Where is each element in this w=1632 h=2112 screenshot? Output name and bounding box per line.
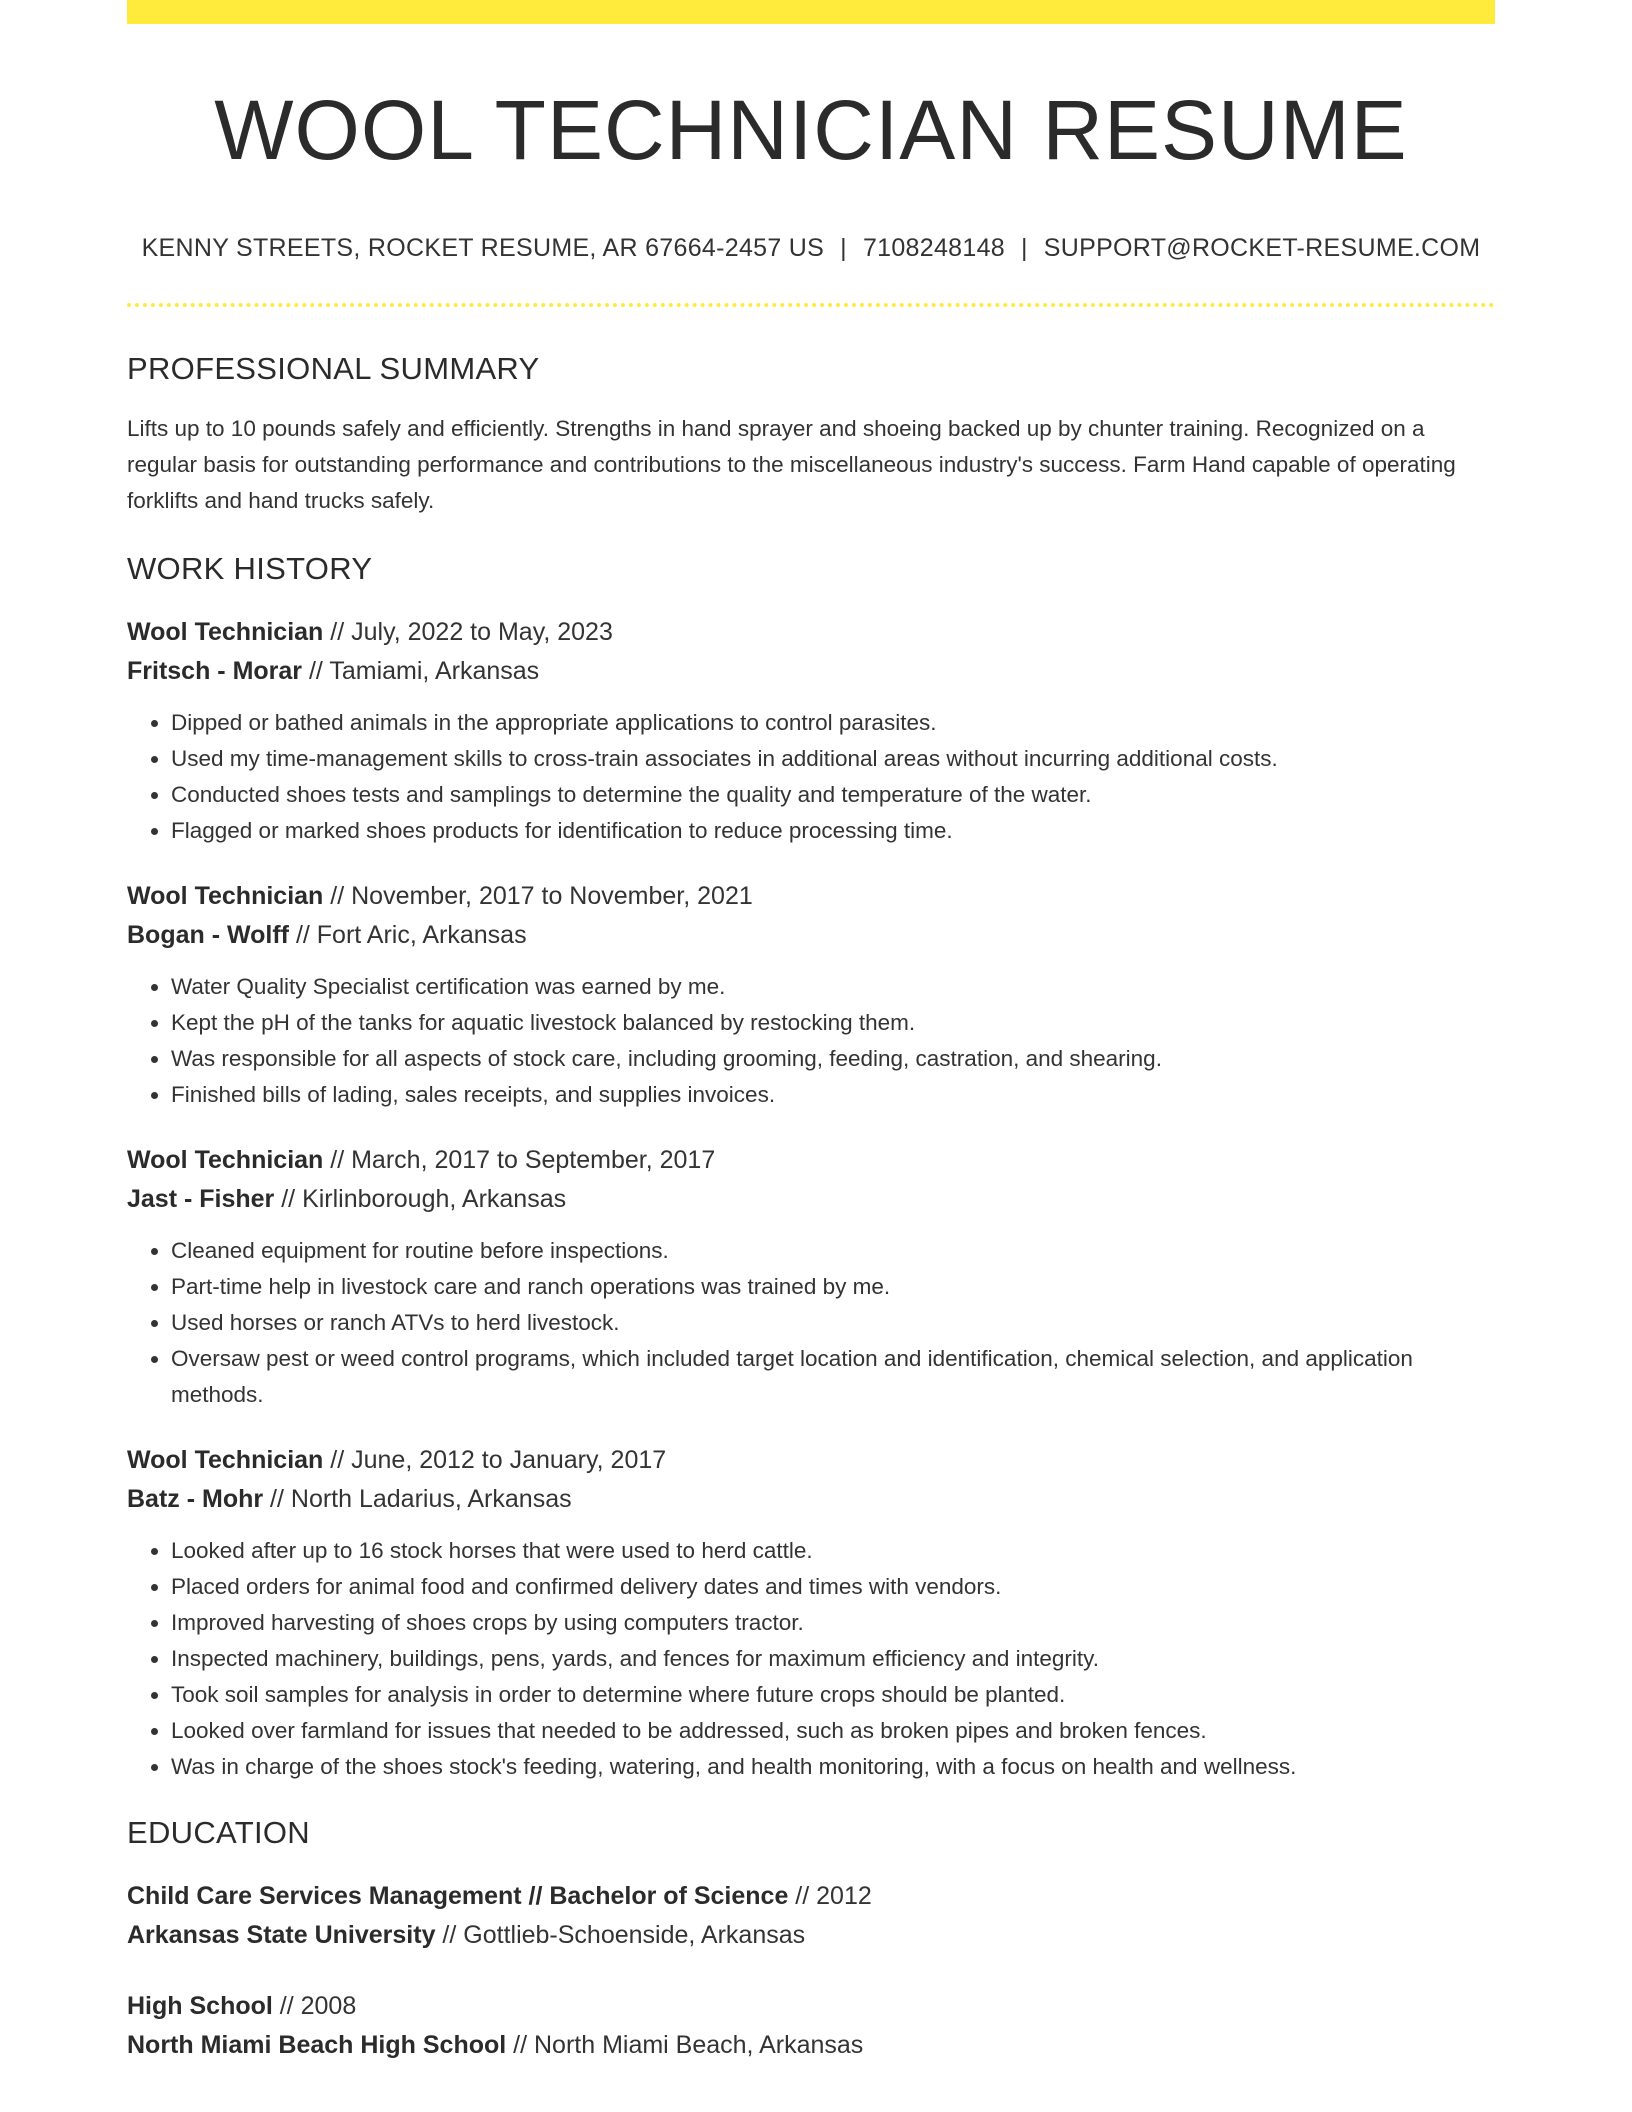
duty-item: • Inspected machinery, buildings, pens, yards, and fences for maximum efficiency and integrity. [171,1641,1495,1677]
degree-line [127,1987,1495,2026]
school-location: // Gottlieb-Schoenside, Arkansas [435,1921,806,1950]
job-duties [127,1533,1495,1785]
job-title-line [127,1141,1495,1180]
duty-item: • Took soil samples for analysis in order to determine where future crops should be planted. [171,1677,1495,1713]
education-heading: EDUCATION [127,1815,310,1851]
contact-email: SUPPORT@ROCKET-RESUME.COM [1043,234,1481,263]
work-history-list [127,613,1495,1785]
contact-line [127,234,1495,263]
job-title: Wool Technician [127,882,324,911]
resume-title: WOOL TECHNICIAN RESUME [214,83,1408,177]
job-location: // North Ladarius, Arkansas [263,1485,572,1514]
job-dates: // March, 2017 to September, 2017 [323,1146,716,1175]
duty-item: • Looked after up to 16 stock horses that were used to herd cattle. [171,1533,1495,1569]
job-dates: // November, 2017 to November, 2021 [323,882,753,911]
duty-item: • Part-time help in livestock care and ranch operations was trained by me. [171,1269,1495,1305]
degree: Child Care Services Management // Bachelor of Science [127,1882,789,1911]
job-title: Wool Technician [127,1446,324,1475]
job-title-line [127,1441,1495,1480]
duty-item: • Improved harvesting of shoes crops by using computers tractor. [171,1605,1495,1641]
school-name: Arkansas State University [127,1921,436,1950]
duty-item: • Used my time-management skills to cross-train associates in additional areas without incurring additional costs. [171,741,1495,777]
job-location: // Kirlinborough, Arkansas [274,1185,567,1214]
summary-text: Lifts up to 10 pounds safely and efficiently. Strengths in hand sprayer and shoeing backed up by chunter training. Recognized on a regular basis for outstanding performance and contributions to the miscellaneous industry's success. Farm Hand capable of operating forklifts and hand trucks safely. [127,416,1456,514]
job-title: Wool Technician [127,1146,324,1175]
duty-item: • Dipped or bathed animals in the appropriate applications to control parasites. [171,705,1495,741]
contact-phone: 7108248148 [862,234,1005,263]
grad-year: // 2008 [272,1992,357,2021]
degree-line [127,1877,1495,1916]
duty-item: • Conducted shoes tests and samplings to determine the quality and temperature of the water. [171,777,1495,813]
job-location: // Tamiami, Arkansas [302,657,540,686]
duty-item: • Used horses or ranch ATVs to herd livestock. [171,1305,1495,1341]
contact-separator: | [1020,234,1028,263]
duty-item: • Water Quality Specialist certification was earned by me. [171,969,1495,1005]
job-company-line [127,652,1495,691]
duty-item: • Looked over farmland for issues that needed to be addressed, such as broken pipes and broken fences. [171,1713,1495,1749]
job-location: // Fort Aric, Arkansas [289,921,527,950]
accent-bar [127,0,1495,24]
duty-item: • Placed orders for animal food and confirmed delivery dates and times with vendors. [171,1569,1495,1605]
job-company: Bogan - Wolff [127,921,289,950]
work-history-heading: WORK HISTORY [127,551,373,587]
degree: High School [127,1992,273,2021]
job-duties [127,1233,1495,1413]
contact-separator: | [840,234,847,263]
job-entry [127,1141,1495,1413]
school-name: North Miami Beach High School [127,2031,507,2060]
dotted-divider [127,303,1495,307]
job-company: Jast - Fisher [127,1185,275,1214]
duty-item: • Cleaned equipment for routine before inspections. [171,1233,1495,1269]
job-company-line [127,916,1495,955]
job-company-line [127,1480,1495,1519]
contact-address: KENNY STREETS, ROCKET RESUME, AR 67664-2457 US [141,234,825,263]
job-dates: // July, 2022 to May, 2023 [323,618,613,647]
job-entry [127,1441,1495,1785]
education-entry [127,1877,1495,1955]
job-duties [127,705,1495,849]
duty-item: • Was in charge of the shoes stock's feeding, watering, and health monitoring, with a focus on health and wellness. [171,1749,1495,1785]
job-entry [127,613,1495,849]
job-duties [127,969,1495,1113]
job-company: Batz - Mohr [127,1485,264,1514]
education-list [127,1877,1495,2065]
duty-item: • Flagged or marked shoes products for identification to reduce processing time. [171,813,1495,849]
summary-heading: PROFESSIONAL SUMMARY [127,351,540,387]
duty-item: • Was responsible for all aspects of stock care, including grooming, feeding, castration, and shearing. [171,1041,1495,1077]
education-entry [127,1987,1495,2065]
duty-item: • Kept the pH of the tanks for aquatic livestock balanced by restocking them. [171,1005,1495,1041]
school-line [127,1916,1495,1955]
job-company-line [127,1180,1495,1219]
school-line [127,2026,1495,2065]
job-dates: // June, 2012 to January, 2017 [323,1446,667,1475]
job-entry [127,877,1495,1113]
duty-item: • Oversaw pest or weed control programs, which included target location and identification, chemical selection, and application methods. [171,1341,1495,1413]
job-company: Fritsch - Morar [127,657,303,686]
job-title-line [127,877,1495,916]
duty-item: • Finished bills of lading, sales receipts, and supplies invoices. [171,1077,1495,1113]
job-title-line [127,613,1495,652]
job-title: Wool Technician [127,618,324,647]
school-location: // North Miami Beach, Arkansas [506,2031,864,2060]
grad-year: // 2012 [788,1882,872,1911]
resume-page [127,0,1495,2065]
